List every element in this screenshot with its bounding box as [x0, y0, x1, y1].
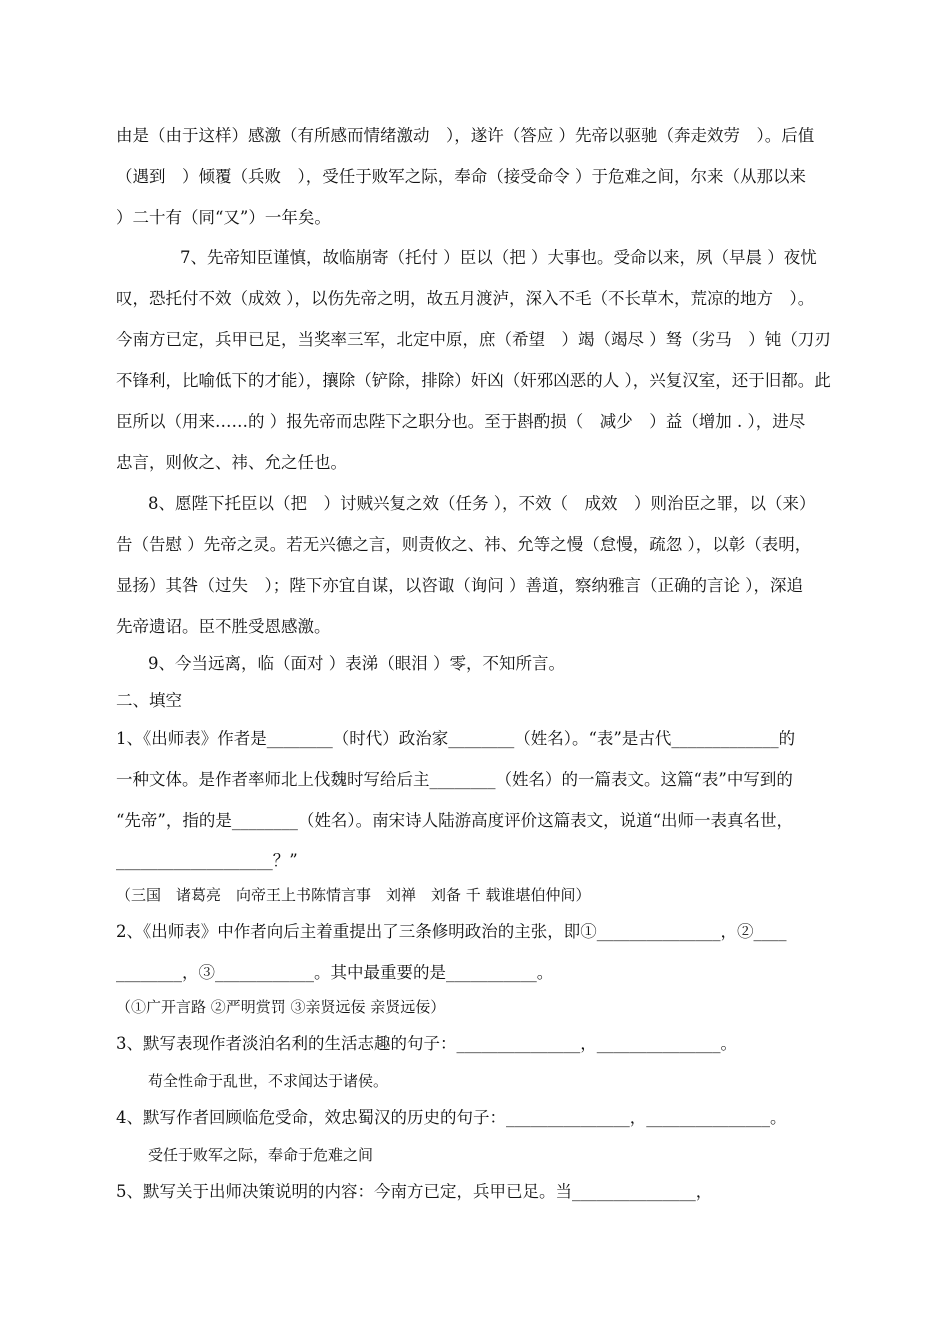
text-line: 不锋利，比喻低下的才能），攘除（铲除，排除）奸凶（奸邪凶恶的人 ），兴复汉室，还于旧都。此: [116, 371, 831, 390]
text-line: 8、愿陛下托臣以（把 ）讨贼兴复之效（任务 ），不效（ 成效 ）则治臣之罪，以（来）: [148, 494, 816, 513]
question-line: “先帝”，指的是________（姓名）。南宋诗人陆游高度评价这篇表文，说道“出师一表真名世，: [116, 811, 794, 830]
question-line: 3、默写表现作者淡泊名利的生活志趣的句子：_______________，_______________。: [116, 1034, 737, 1053]
question-line: 1、《出师表》作者是________（时代）政治家________（姓名）。“表”是古代_____________的: [116, 729, 796, 748]
text-line: 叹，恐托付不效（成效 ），以伤先帝之明，故五月渡泸，深入不毛（不长草木，荒凉的地方 ）。: [116, 289, 815, 308]
text-line: 由是（由于这样）感激（有所感而情绪激动 ），遂许（答应 ）先帝以驱驰（奔走效劳 ）。后值: [116, 126, 815, 145]
question-line: ________，③____________。其中最重要的是___________。: [116, 963, 554, 982]
question-line: 一种文体。是作者率师北上伐魏时写给后主________（姓名）的一篇表文。这篇“表”中写到的: [116, 770, 793, 789]
text-line: 忠言，则攸之、祎、允之任也。: [116, 453, 347, 472]
text-line: 先帝遗诏。臣不胜受恩感激。: [116, 617, 331, 636]
question-line: ___________________？”: [116, 851, 298, 870]
text-line: 显扬）其咎（过失 ）；陛下亦宜自谋，以咨诹（询问 ）善道，察纳雅言（正确的言论 ），深追: [116, 576, 803, 595]
question-line: 4、默写作者回顾临危受命，效忠蜀汉的历史的句子：_______________，_______________。: [116, 1108, 787, 1127]
text-line: （遇到 ）倾覆（兵败 ），受任于败军之际，奉命（接受命令 ）于危难之间，尔来（从那以来: [116, 167, 806, 186]
text-line: 今南方已定，兵甲已足，当奖率三军，北定中原，庶（希望 ）竭（竭尽 ）驽（劣马 ）钝（刀刃: [116, 330, 831, 349]
section-heading: 二、填空: [116, 691, 182, 710]
text-line: 告（告慰 ）先帝之灵。若无兴德之言，则责攸之、祎、允等之慢（怠慢，疏忽 ），以彰（表明，: [116, 535, 812, 554]
answer-line: （①广开言路 ②严明赏罚 ③亲贤远佞 亲贤远佞）: [116, 998, 446, 1016]
text-line: 7、先帝知臣谨慎，故临崩寄（托付 ）臣以（把 ）大事也。受命以来，夙（早晨 ）夜忧: [180, 248, 817, 267]
text-line: 臣所以（用来……的 ）报先帝而忠陛下之职分也。至于斟酌损（ 减少 ）益（增加 . ），进尽: [116, 412, 806, 431]
text-line: ）二十有（同“又”）一年矣。: [116, 208, 331, 227]
answer-line: （三国 诸葛亮 向帝王上书陈情言事 刘禅 刘备 千 载谁堪伯仲间）: [116, 886, 591, 904]
answer-line: 苟全性命于乱世，不求闻达于诸侯。: [148, 1072, 389, 1090]
question-line: 5、默写关于出师决策说明的内容：今南方已定，兵甲已足。当_______________，: [116, 1182, 713, 1201]
question-line: 2、《出师表》中作者向后主着重提出了三条修明政治的主张，即①_______________，②____: [116, 922, 787, 941]
answer-line: 受任于败军之际，奉命于危难之间: [148, 1146, 374, 1164]
text-line: 9、今当远离，临（面对 ）表涕（眼泪 ）零，不知所言。: [148, 654, 565, 673]
